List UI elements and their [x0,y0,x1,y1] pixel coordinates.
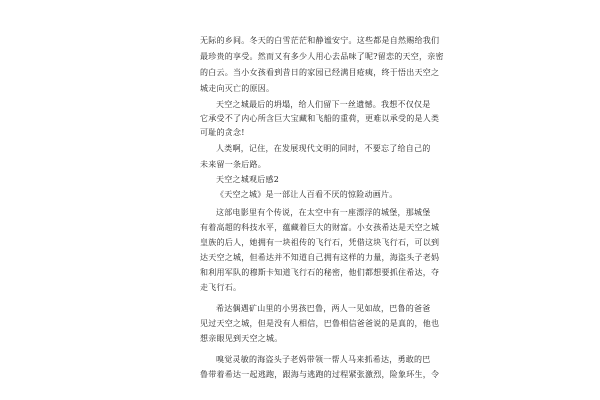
text-line: 鲁带着希达一起逃跑，跟海与逃跑的过程紧张激烈，险象环生，令 [200,370,440,379]
text-line: 它承受不了内心所含巨大宝藏和飞船的重荷，更难以承受的是人类 [200,114,440,123]
text-line: 想亲眼见到天空之城。 [200,334,283,343]
text-line: 未来留一条后路。 [200,160,266,169]
paragraph-start: 《天空之城》是一部让人百看不厌的惊险动画片。 [216,190,398,199]
text-line: 可耻的贪念! [200,128,245,137]
paragraph-start: 人类啊，记住，在发展现代文明的同时，不要忘了给自己的 [216,144,431,153]
text-line: 无际的乡间。冬天的白雪茫茫和静谧安宁。这些都是自然赐给我们 [200,36,440,45]
paragraph-start: 这部电影里有个传说，在太空中有一座漂浮的城堡，那城堡 [216,208,431,217]
paragraph-start: 希达偶遇矿山里的小男孩巴鲁，两人一见如故，巴鲁的爸爸 [216,304,431,313]
text-line: 皇族的后人，她拥有一块祖传的飞行石，凭借这块飞行石，可以到 [200,238,440,247]
text-line: 和利用军队的穆斯卡知道飞行石的秘密，他们都想要抓住希达，夺 [200,268,440,277]
text-line: 最珍贵的享受。然而又有多少人用心去品味了呢?留恋的天空，亲密 [200,52,444,61]
text-line: 的白云。当小女孩看到昔日的家园已经满目疮痍，终于悟出天空之 [200,68,440,77]
text-line: 见过天空之城，但是没有人相信，巴鲁相信爸爸说的是真的，他也 [200,319,440,328]
text-line: 城走向灭亡的原因。 [200,84,275,93]
section-title: 天空之城观后感2 [216,175,280,184]
text-line: 达天空之城，但希达并不知道自己拥有这样的力量，海盗头子老妈 [200,253,440,262]
text-line: 走飞行石。 [200,283,242,292]
text-line: 有着高超的科技水平，蕴藏着巨大的财富。小女孩希达是天空之城 [200,223,440,232]
paragraph-start: 天空之城最后的坍塌，给人们留下一丝遗憾。我想不仅仅是 [216,100,431,109]
paragraph-start: 嗅觉灵敏的海盗头子老妈带领一帮人马来抓希达，勇敢的巴 [216,355,431,364]
